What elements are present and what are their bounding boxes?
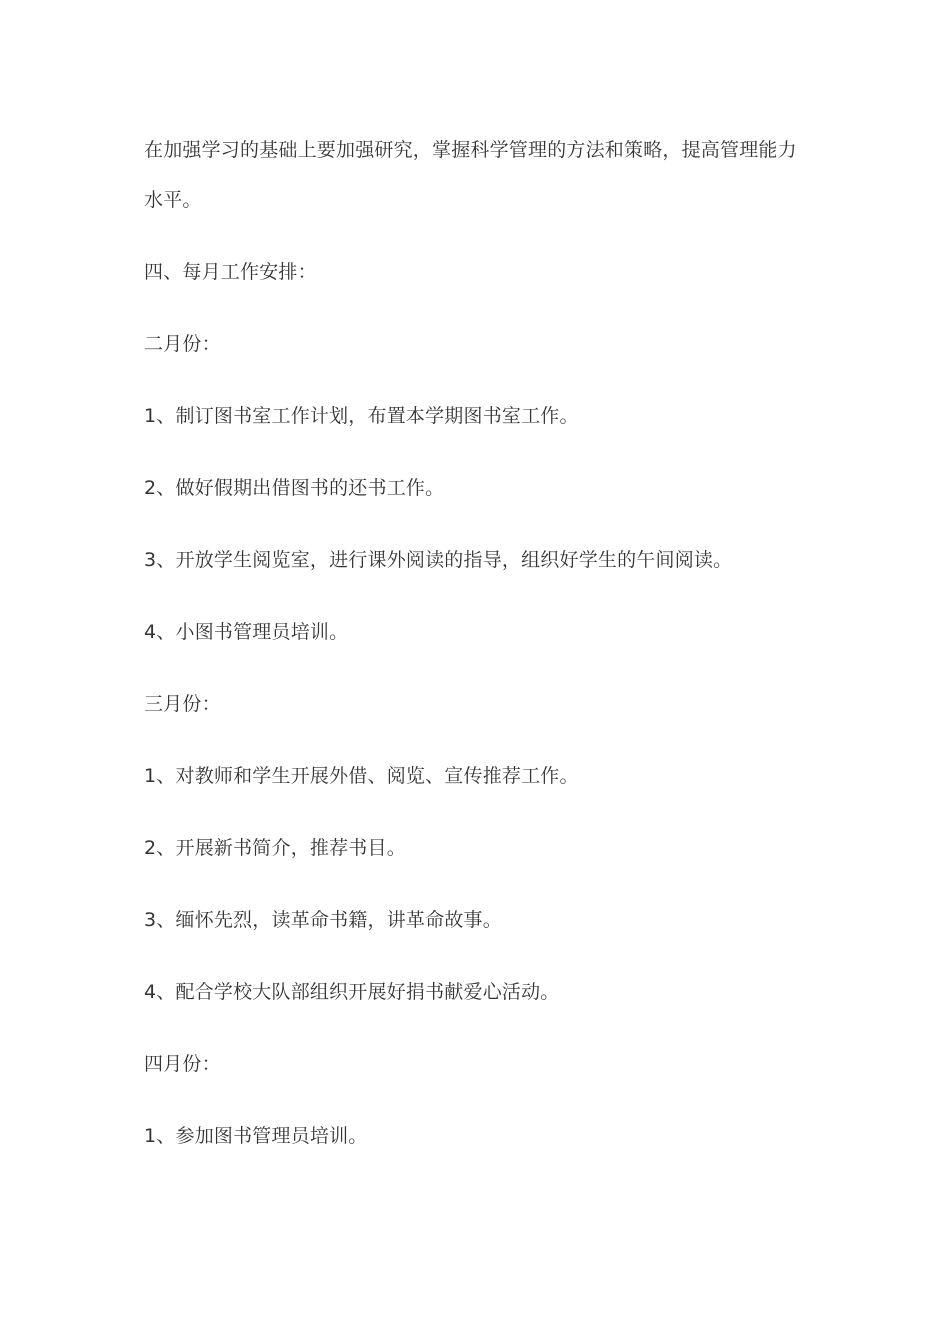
month-heading-march: 三月份：: [144, 693, 221, 715]
body-paragraph-line-1: 在加强学习的基础上要加强研究，掌握科学管理的方法和策略，提高管理能力: [144, 139, 797, 161]
february-item-1: 1、制订图书室工作计划，布置本学期图书室工作。: [144, 405, 579, 427]
march-item-4: 4、配合学校大队部组织开展好捐书献爱心活动。: [144, 981, 560, 1003]
body-paragraph-line-2: 水平。: [144, 189, 202, 211]
march-item-1: 1、对教师和学生开展外借、阅览、宣传推荐工作。: [144, 765, 579, 787]
month-heading-february: 二月份：: [144, 333, 221, 355]
february-item-3: 3、开放学生阅览室，进行课外阅读的指导，组织好学生的午间阅读。: [144, 549, 733, 571]
month-heading-april: 四月份：: [144, 1053, 221, 1075]
april-item-1: 1、参加图书管理员培训。: [144, 1125, 368, 1147]
march-item-3: 3、缅怀先烈，读革命书籍，讲革命故事。: [144, 909, 502, 931]
section-heading-monthly-plan: 四、每月工作安排：: [144, 261, 317, 283]
february-item-4: 4、小图书管理员培训。: [144, 621, 349, 643]
march-item-2: 2、开展新书简介，推荐书目。: [144, 837, 406, 859]
february-item-2: 2、做好假期出借图书的还书工作。: [144, 477, 445, 499]
